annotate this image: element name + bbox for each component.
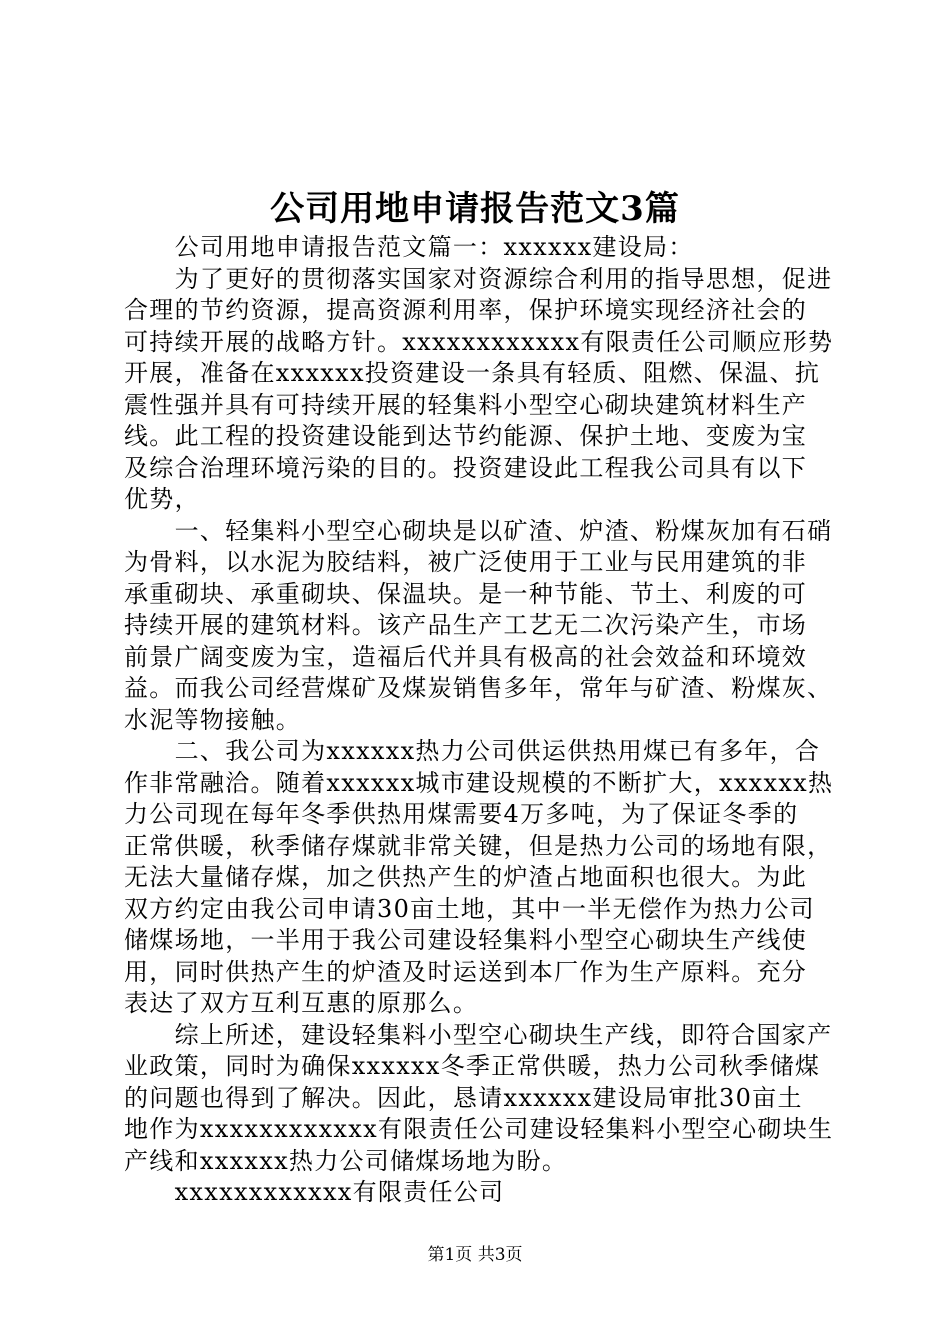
text-line: 正常供暖，秋季储存煤就非常关键，但是热力公司的场地有限， [124, 831, 833, 860]
document-title: 公司用地申请报告范文3篇 [270, 189, 680, 229]
text-line: 水泥等物接触。 [124, 705, 302, 734]
text-line: 开展，准备在xxxxxx投资建设一条具有轻质、阻燃、保温、抗 [124, 359, 821, 387]
text-line: 前景广阔变废为宝，造福后代并具有极高的社会效益和环境效 [124, 642, 808, 671]
text-line: 及综合治理环境污染的目的。投资建设此工程我公司具有以下 [124, 453, 808, 482]
text-line: 一、轻集料小型空心砌块是以矿渣、炉渣、粉煤灰加有石硝 [124, 516, 833, 545]
text-line: 为了更好的贯彻落实国家对资源综合利用的指导思想，促进 [124, 264, 833, 293]
text-line: 双方约定由我公司申请30亩土地，其中一半无偿作为热力公司 [124, 894, 815, 923]
text-line: 业政策，同时为确保xxxxxx冬季正常供暖，热力公司秋季储煤 [124, 1052, 821, 1080]
page-footer: 第1页 共3页 [427, 1245, 523, 1265]
text-line: 持续开展的建筑材料。该产品生产工艺无二次污染产生，市场 [124, 611, 808, 639]
text-line: 储煤场地，一半用于我公司建设轻集料小型空心砌块生产线使 [124, 926, 808, 954]
text-line: 表达了双方互利互惠的原那么。 [124, 989, 479, 1017]
text-line: 线。此工程的投资建设能到达节约能源、保护土地、变废为宝 [124, 422, 808, 450]
text-line: 公司用地申请报告范文篇一：xxxxxx建设局： [124, 233, 694, 261]
text-line: 可持续开展的战略方针。xxxxxxxxxxxx有限责任公司顺应形势 [124, 327, 834, 356]
text-line: 的问题也得到了解决。因此，恳请xxxxxx建设局审批30亩土 [124, 1083, 803, 1112]
text-line: 为骨料，以水泥为胶结料，被广泛使用于工业与民用建筑的非 [124, 548, 808, 576]
text-line: 合理的节约资源，提高资源利用率，保护环境实现经济社会的 [124, 296, 808, 324]
text-line: 产线和xxxxxx热力公司储煤场地为盼。 [124, 1146, 568, 1175]
text-line: 综上所述，建设轻集料小型空心砌块生产线，即符合国家产 [124, 1020, 833, 1049]
text-line: 震性强并具有可持续开展的轻集料小型空心砌块建筑材料生产 [124, 390, 808, 419]
text-line: 力公司现在每年冬季供热用煤需要4万多吨，为了保证冬季的 [124, 800, 799, 828]
text-line: 无法大量储存煤，加之供热产生的炉渣占地面积也很大。为此 [124, 863, 808, 891]
text-line: 作非常融洽。随着xxxxxx城市建设规模的不断扩大，xxxxxx热 [124, 768, 834, 797]
text-line: 地作为xxxxxxxxxxxx有限责任公司建设轻集料小型空心砌块生 [124, 1115, 834, 1143]
text-line: xxxxxxxxxxxx有限责任公司 [124, 1178, 505, 1206]
text-line: 用，同时供热产生的炉渣及时运送到本厂作为生产原料。充分 [124, 957, 808, 986]
text-line: 承重砌块、承重砌块、保温块。是一种节能、节土、利废的可 [124, 579, 808, 608]
text-line: 二、我公司为xxxxxx热力公司供运供热用煤已有多年，合 [124, 737, 821, 765]
document-body [124, 232, 836, 1209]
text-line: 优势， [124, 485, 200, 513]
text-line: 益。而我公司经营煤矿及煤炭销售多年，常年与矿渣、粉煤灰、 [124, 674, 833, 702]
